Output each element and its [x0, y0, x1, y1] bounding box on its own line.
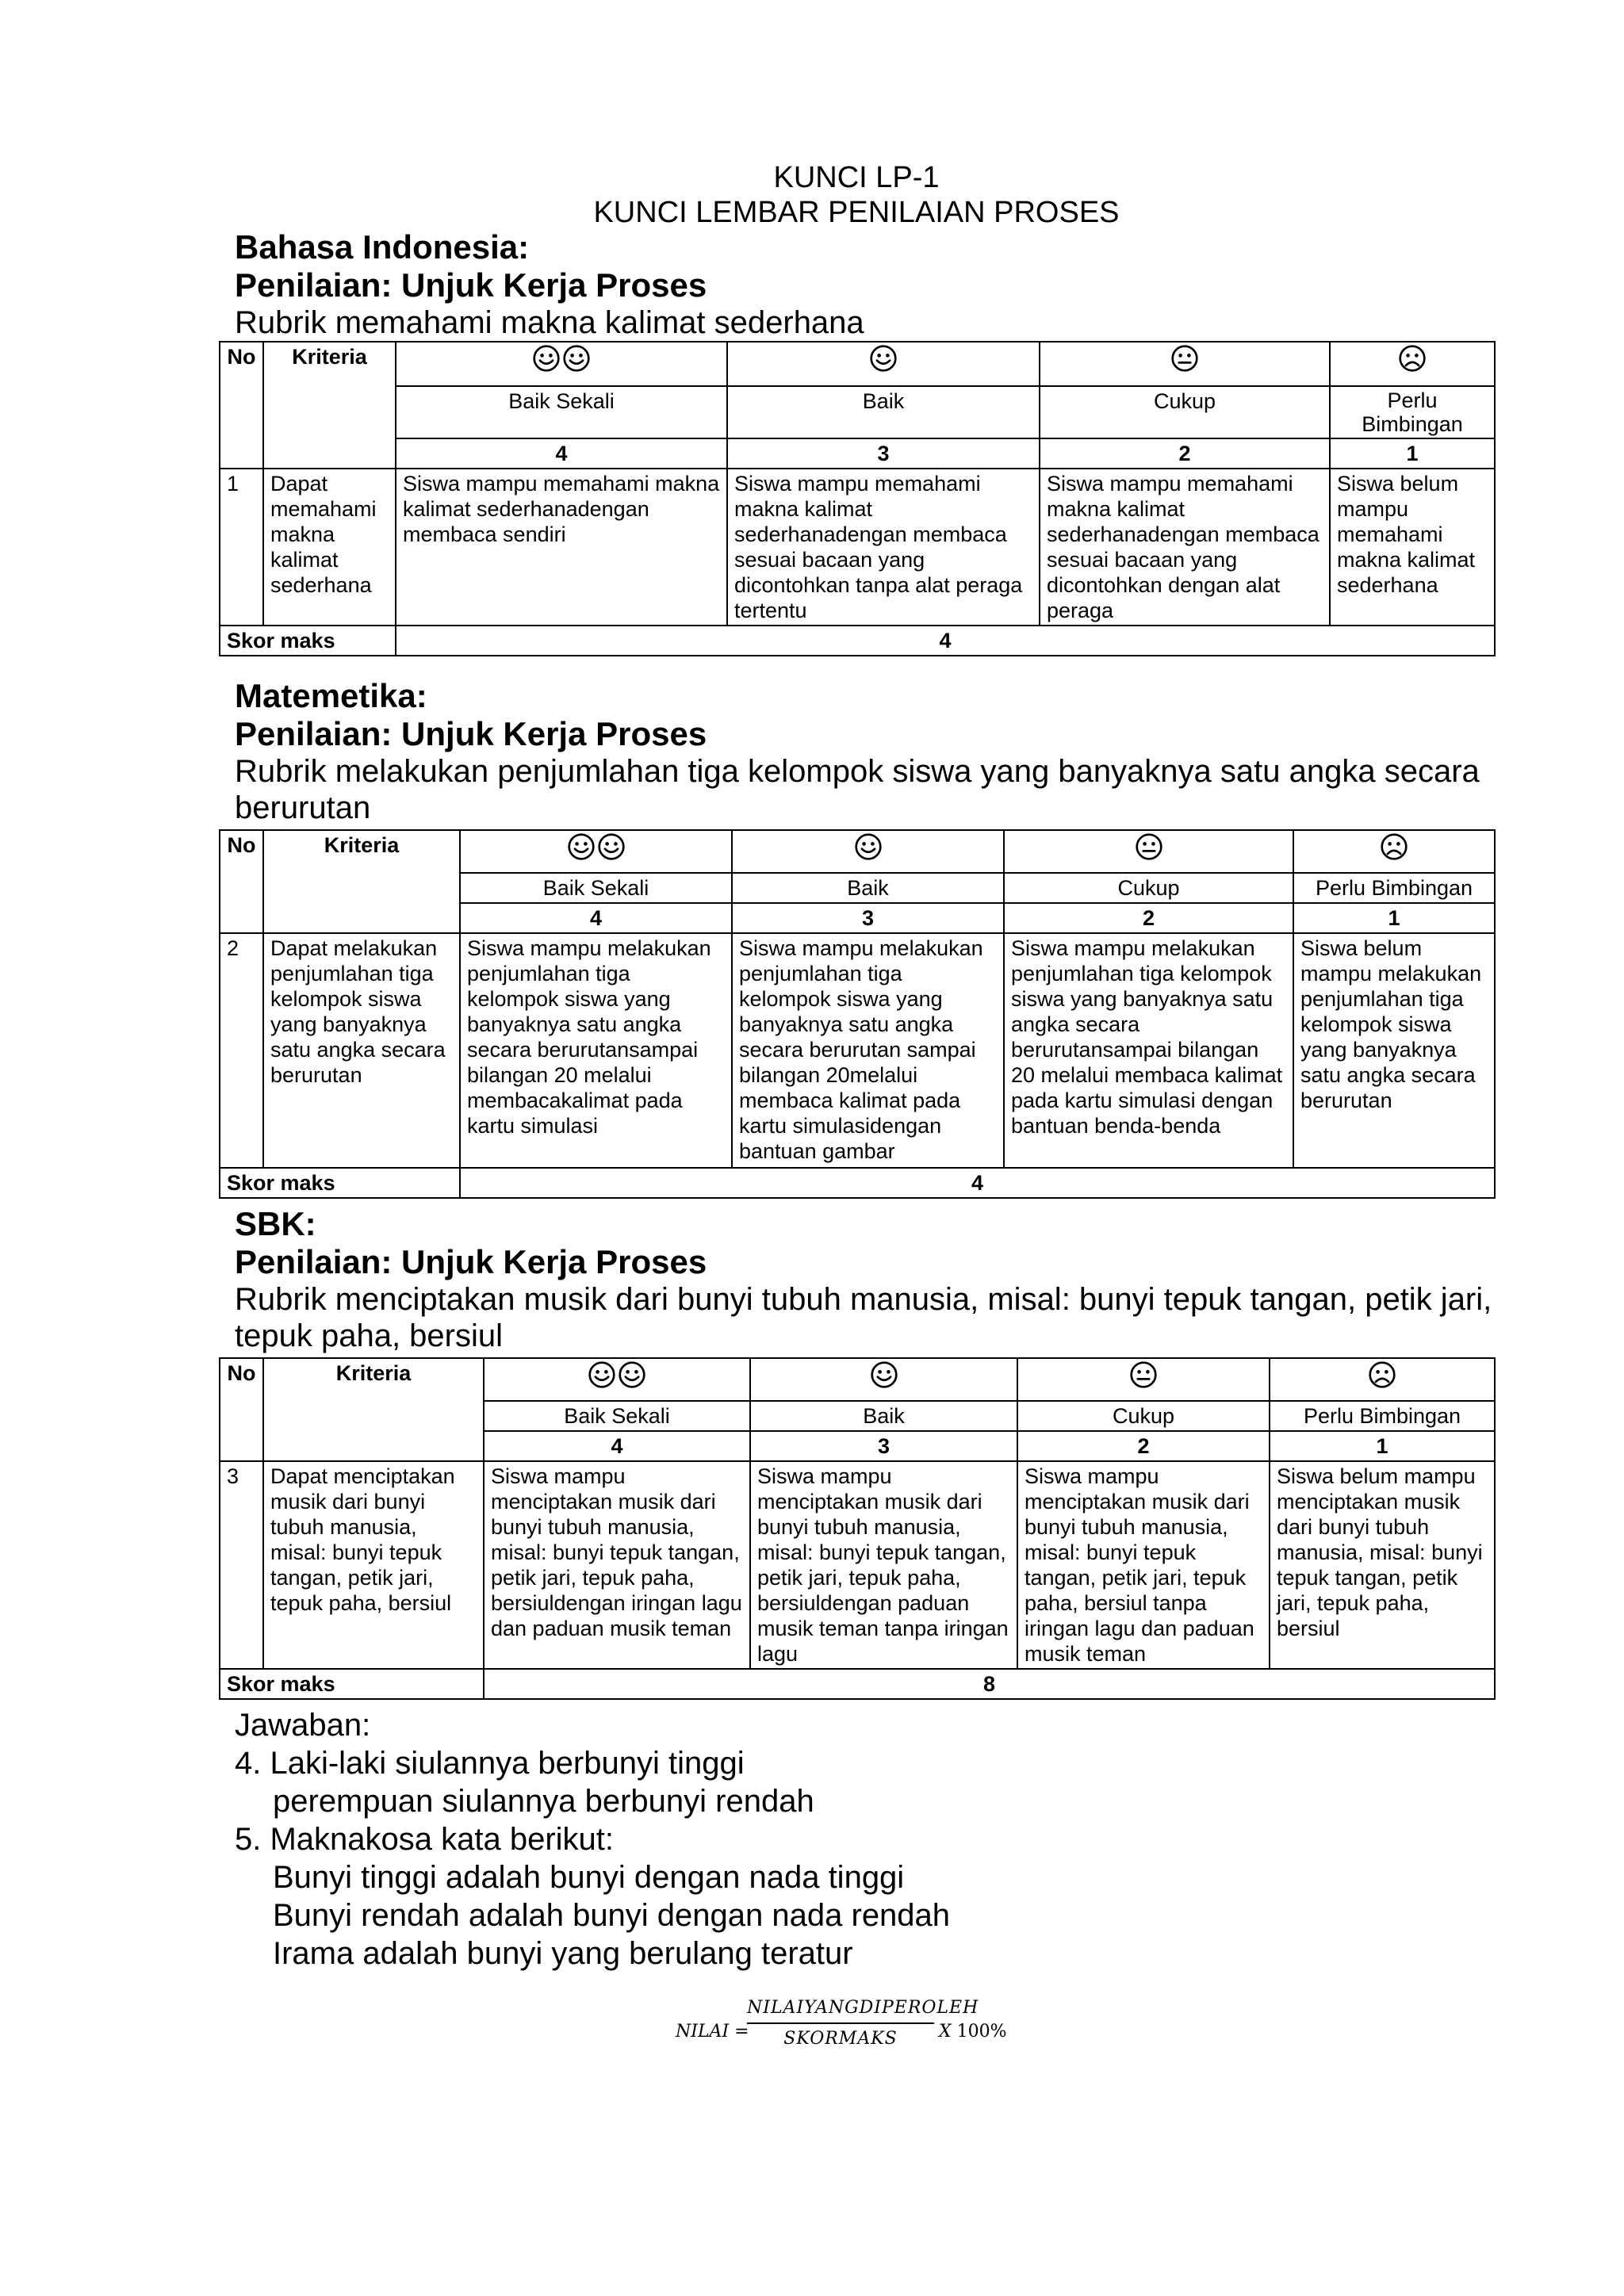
- max-score-value: 8: [484, 1669, 1495, 1699]
- sad-face-icon: [1368, 1360, 1396, 1389]
- description-cell: Siswa mampu memahami makna kalimat sederhanadengan membaca sendiri: [396, 469, 727, 626]
- face-cell: [484, 1358, 750, 1401]
- level-label: Cukup: [1040, 386, 1330, 438]
- max-score-value: 4: [396, 626, 1495, 656]
- score-label: 1: [1293, 903, 1495, 933]
- header-criteria: Kriteria: [263, 830, 460, 933]
- description-cell: Siswa mampu menciptakan musik dari bunyi tubuh manusia, misal: bunyi tepuk tangan, petik jari, tepuk paha, bersiuldengan paduan musik teman tanpa iringan lagu: [750, 1461, 1017, 1669]
- face-cell: [1004, 830, 1293, 873]
- face-cell: [727, 342, 1040, 386]
- smiley-icon: [869, 344, 898, 373]
- answer-item: Bunyi tinggi adalah bunyi dengan nada tinggi: [273, 1860, 905, 1895]
- section-subject: Bahasa Indonesia:: [235, 228, 530, 266]
- face-cell: [460, 830, 732, 873]
- level-label: Perlu Bimbingan: [1330, 386, 1495, 438]
- description-cell: Siswa mampu melakukan penjumlahan tiga kelompok siswa yang banyaknya satu angka secara berurutan sampai bilangan 20melalui membaca kalimat pada kartu simulasidengan bantuan gambar: [732, 933, 1004, 1168]
- answer-item: Irama adalah bunyi yang berulang teratur: [273, 1936, 853, 1971]
- score-label: 2: [1017, 1431, 1270, 1461]
- formula-numerator: NILAIYANGDIPEROLEH: [747, 1998, 934, 2024]
- formula-percent: 100%: [956, 2022, 1007, 2042]
- row-number: 3: [220, 1461, 263, 1669]
- very-happy-faces-icon: [597, 832, 626, 861]
- smiley-icon: [870, 1360, 898, 1389]
- header-criteria: Kriteria: [263, 1358, 484, 1461]
- section-assessment: Penilaian: Unjuk Kerja Proses: [235, 715, 707, 752]
- score-label: 3: [750, 1431, 1017, 1461]
- description-cell: Siswa mampu melakukan penjumlahan tiga kelompok siswa yang banyaknya satu angka secara berurutansampai bilangan 20 melalui membaca kalimat pada kartu simulasi dengan bantuan benda-benda: [1004, 933, 1293, 1168]
- level-label: Baik: [750, 1401, 1017, 1431]
- score-label: 3: [727, 438, 1040, 469]
- rubric-table-bahasa: [219, 341, 1496, 656]
- score-label: 1: [1270, 1431, 1495, 1461]
- criteria-text: Dapat memahami makna kalimat sederhana: [263, 469, 396, 626]
- criteria-text: Dapat melakukan penjumlahan tiga kelompok siswa yang banyaknya satu angka secara berurutan: [263, 933, 460, 1168]
- rubric-table-matematika: [219, 829, 1496, 1199]
- level-label: Perlu Bimbingan: [1270, 1401, 1495, 1431]
- section-assessment: Penilaian: Unjuk Kerja Proses: [235, 1243, 707, 1280]
- face-cell: [1293, 830, 1495, 873]
- very-happy-faces-icon: [562, 344, 591, 373]
- formula-x: X: [939, 2022, 952, 2042]
- rubric-title: Rubrik menciptakan musik dari bunyi tubuh manusia, misal: bunyi tepuk tangan, petik jari, tepuk paha, bersiul: [235, 1282, 1492, 1353]
- formula-fraction: [747, 1998, 979, 2049]
- description-cell: Siswa belum mampu melakukan penjumlahan tiga kelompok siswa yang banyaknya satu angka secara berurutan: [1293, 933, 1495, 1168]
- section-assessment: Penilaian: Unjuk Kerja Proses: [235, 266, 707, 304]
- sad-face-icon: [1398, 344, 1427, 373]
- neutral-face-icon: [1135, 832, 1163, 861]
- formula-denominator: SKORMAKS: [783, 2029, 898, 2049]
- face-cell: [732, 830, 1004, 873]
- header-no: No: [220, 342, 263, 469]
- answer-item: 4. Laki-laki siulannya berbunyi tinggi: [235, 1746, 745, 1781]
- face-cell: [396, 342, 727, 386]
- rubric-title: Rubrik melakukan penjumlahan tiga kelompok siswa yang banyaknya satu angka secara berurutan: [235, 754, 1480, 825]
- header-no: No: [220, 1358, 263, 1461]
- description-cell: Siswa mampu melakukan penjumlahan tiga kelompok siswa yang banyaknya satu angka secara berurutansampai bilangan 20 melalui membacakalimat pada kartu simulasi: [460, 933, 732, 1168]
- row-number: 1: [220, 469, 263, 626]
- score-label: 3: [732, 903, 1004, 933]
- score-label: 1: [1330, 438, 1495, 469]
- max-score-value: 4: [460, 1168, 1495, 1198]
- max-score-label: Skor maks: [220, 1669, 484, 1699]
- neutral-face-icon: [1129, 1360, 1158, 1389]
- description-cell: Siswa belum mampu menciptakan musik dari bunyi tubuh manusia, misal: bunyi tepuk tangan, petik jari, tepuk paha, bersiul: [1270, 1461, 1495, 1669]
- doc-title-line2: KUNCI LEMBAR PENILAIAN PROSES: [593, 196, 1120, 229]
- section-subject: Matemetika:: [235, 677, 427, 714]
- answers-heading: Jawaban:: [235, 1708, 371, 1743]
- description-cell: Siswa mampu memahami makna kalimat sederhanadengan membaca sesuai bacaan yang dicontohkan tanpa alat peraga tertentu: [727, 469, 1040, 626]
- section-subject: SBK:: [235, 1205, 316, 1242]
- very-happy-faces-icon: [532, 344, 561, 373]
- max-score-label: Skor maks: [220, 1168, 460, 1198]
- score-label: 4: [396, 438, 727, 469]
- neutral-face-icon: [1170, 344, 1199, 373]
- rubric-title: Rubrik memahami makna kalimat sederhana: [235, 305, 864, 340]
- header-criteria: Kriteria: [263, 342, 396, 469]
- sad-face-icon: [1380, 832, 1408, 861]
- answer-item: perempuan siulannya berbunyi rendah: [273, 1784, 814, 1819]
- face-cell: [750, 1358, 1017, 1401]
- very-happy-faces-icon: [567, 832, 596, 861]
- score-formula: [676, 1998, 1040, 2069]
- level-label: Perlu Bimbingan: [1293, 873, 1495, 903]
- level-label: Baik: [727, 386, 1040, 438]
- level-label: Baik: [732, 873, 1004, 903]
- level-label: Baik Sekali: [396, 386, 727, 438]
- face-cell: [1330, 342, 1495, 386]
- face-cell: [1040, 342, 1330, 386]
- face-cell: [1017, 1358, 1270, 1401]
- level-label: Baik Sekali: [484, 1401, 750, 1431]
- formula-lhs: NILAI =: [676, 2022, 749, 2042]
- description-cell: Siswa mampu menciptakan musik dari bunyi tubuh manusia, misal: bunyi tepuk tangan, petik jari, tepuk paha, bersiul tanpa iringan lagu dan paduan musik teman: [1017, 1461, 1270, 1669]
- doc-title-line1: KUNCI LP-1: [773, 161, 940, 194]
- description-cell: Siswa belum mampu memahami makna kalimat sederhana: [1330, 469, 1495, 626]
- formula-rhs: [939, 2022, 1007, 2042]
- level-label: Baik Sekali: [460, 873, 732, 903]
- score-label: 2: [1040, 438, 1330, 469]
- answers-block: [235, 1706, 950, 1973]
- level-label: Cukup: [1004, 873, 1293, 903]
- very-happy-faces-icon: [618, 1360, 646, 1389]
- level-label: Cukup: [1017, 1401, 1270, 1431]
- answer-item: Bunyi rendah adalah bunyi dengan nada rendah: [273, 1898, 951, 1933]
- description-cell: Siswa mampu menciptakan musik dari bunyi tubuh manusia, misal: bunyi tepuk tangan, petik jari, tepuk paha, bersiuldengan iringan lagu dan paduan musik teman: [484, 1461, 750, 1669]
- smiley-icon: [854, 832, 883, 861]
- answer-item: 5. Maknakosa kata berikut:: [235, 1822, 615, 1857]
- description-cell: Siswa mampu memahami makna kalimat sederhanadengan membaca sesuai bacaan yang dicontohkan dengan alat peraga: [1040, 469, 1330, 626]
- header-no: No: [220, 830, 263, 933]
- very-happy-faces-icon: [588, 1360, 616, 1389]
- score-label: 4: [484, 1431, 750, 1461]
- score-label: 4: [460, 903, 732, 933]
- row-number: 2: [220, 933, 263, 1168]
- criteria-text: Dapat menciptakan musik dari bunyi tubuh manusia, misal: bunyi tepuk tangan, petik jari, tepuk paha, bersiul: [263, 1461, 484, 1669]
- score-label: 2: [1004, 903, 1293, 933]
- face-cell: [1270, 1358, 1495, 1401]
- max-score-label: Skor maks: [220, 626, 396, 656]
- rubric-table-sbk: [219, 1357, 1496, 1700]
